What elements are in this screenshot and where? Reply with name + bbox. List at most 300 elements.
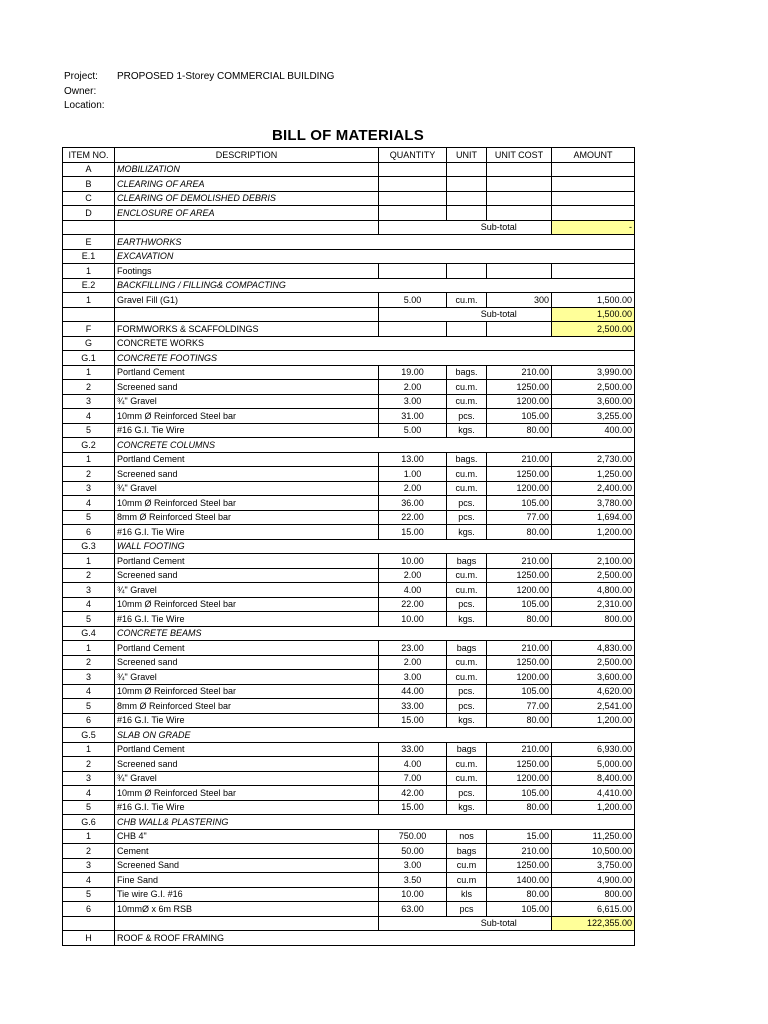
cell-description: 10mm Ø Reinforced Steel bar [115,409,379,424]
cell-unit: pcs [447,902,487,917]
table-body [63,162,635,945]
table-header-row [63,148,635,163]
cell-amount: 2,730.00 [552,452,635,467]
cell-quantity: 5.00 [379,423,447,438]
cell-quantity: 3.00 [379,670,447,685]
cell-amount: 2,500.00 [552,380,635,395]
cell-quantity [379,916,447,931]
cell-description: 8mm Ø Reinforced Steel bar [115,510,379,525]
cell-quantity: 22.00 [379,597,447,612]
cell-unit-cost: 80.00 [487,800,552,815]
cell-quantity: 50.00 [379,844,447,859]
cell-amount: 2,500.00 [552,568,635,583]
cell-amount: 1,694.00 [552,510,635,525]
cell-unit: kgs. [447,525,487,540]
cell-amount: 4,830.00 [552,641,635,656]
cell-quantity: 2.00 [379,481,447,496]
cell-amount [552,264,635,279]
cell-unit: cu.m. [447,771,487,786]
cell-unit: nos [447,829,487,844]
cell-description: Portland Cement [115,554,379,569]
section-row [63,351,635,366]
cell-quantity: 13.00 [379,452,447,467]
cell-unit: cu.m. [447,293,487,308]
cell-unit: cu.m [447,858,487,873]
cell-description: #16 G.I. Tie Wire [115,713,379,728]
cell-unit-cost: 80.00 [487,887,552,902]
cell-item-no: 3 [63,481,115,496]
table-row [63,409,635,424]
cell-description: CLEARING OF DEMOLISHED DEBRIS [115,191,379,206]
cell-description: ¾" Gravel [115,394,379,409]
section-row [63,815,635,830]
cell-quantity: 750.00 [379,829,447,844]
cell-description: ENCLOSURE OF AREA [115,206,379,221]
cell-unit-cost: 80.00 [487,713,552,728]
location-row [64,99,334,114]
cell-item-no: 3 [63,858,115,873]
cell-unit: pcs. [447,496,487,511]
cell-quantity: 3.50 [379,873,447,888]
cell-amount [552,191,635,206]
cell-unit-cost: 1250.00 [487,380,552,395]
section-title: EARTHWORKS [115,235,635,250]
cell-description: FORMWORKS & SCAFFOLDINGS [115,322,379,337]
header-unit-cost: UNIT COST [487,148,552,163]
cell-quantity: 19.00 [379,365,447,380]
cell-item-no: G.4 [63,626,115,641]
cell-item-no: 6 [63,902,115,917]
subtotal-row [63,307,635,322]
cell-unit-cost [487,264,552,279]
cell-description: Portland Cement [115,365,379,380]
cell-item-no: 1 [63,365,115,380]
cell-amount: 4,620.00 [552,684,635,699]
cell-description: #16 G.I. Tie Wire [115,525,379,540]
cell-amount: 2,500.00 [552,655,635,670]
cell-item-no: 5 [63,887,115,902]
cell-item-no: E.2 [63,278,115,293]
cell-description: Screened sand [115,568,379,583]
cell-unit-cost: 105.00 [487,902,552,917]
cell-item-no: 5 [63,800,115,815]
cell-description: #16 G.I. Tie Wire [115,423,379,438]
cell-description: #16 G.I. Tie Wire [115,800,379,815]
cell-description: Tie wire G.I. #16 [115,887,379,902]
cell-quantity: 23.00 [379,641,447,656]
cell-description: 10mm Ø Reinforced Steel bar [115,684,379,699]
cell-unit-cost: 80.00 [487,525,552,540]
cell-unit: pcs. [447,786,487,801]
bill-of-materials-table [62,147,635,946]
cell-amount: 3,255.00 [552,409,635,424]
cell-item-no: 5 [63,612,115,627]
cell-unit: kgs. [447,423,487,438]
cell-quantity: 3.00 [379,394,447,409]
cell-unit-cost [487,162,552,177]
cell-description: Screened Sand [115,858,379,873]
cell-unit-cost: 210.00 [487,844,552,859]
project-row [64,70,334,85]
section-title: CHB WALL& PLASTERING [115,815,635,830]
cell-unit: kgs. [447,612,487,627]
cell-unit-cost [487,322,552,337]
cell-unit-cost: 77.00 [487,699,552,714]
header-item-no: ITEM NO. [63,148,115,163]
cell-amount: 6,930.00 [552,742,635,757]
cell-amount: 3,780.00 [552,496,635,511]
cell-item-no: 5 [63,699,115,714]
cell-amount: 1,200.00 [552,800,635,815]
cell-unit-cost: 1250.00 [487,655,552,670]
cell-item-no: 5 [63,510,115,525]
cell-unit-cost: 77.00 [487,510,552,525]
cell-quantity [379,220,447,235]
cell-description: ¾" Gravel [115,583,379,598]
cell-item-no: 2 [63,568,115,583]
table-row [63,612,635,627]
cell-quantity: 63.00 [379,902,447,917]
cell-quantity: 7.00 [379,771,447,786]
cell-description: Portland Cement [115,641,379,656]
cell-amount: 2,310.00 [552,597,635,612]
cell-unit: cu.m. [447,670,487,685]
cell-unit: bags [447,554,487,569]
cell-amount: 1,200.00 [552,713,635,728]
cell-quantity: 3.00 [379,858,447,873]
cell-unit: bags [447,742,487,757]
table-row [63,597,635,612]
cell-amount: 800.00 [552,612,635,627]
cell-item-no: 3 [63,583,115,598]
cell-quantity: 33.00 [379,742,447,757]
cell-unit [447,177,487,192]
section-title: WALL FOOTING [115,539,635,554]
table-row [63,206,635,221]
table-row [63,844,635,859]
table-row [63,670,635,685]
cell-unit-cost: 80.00 [487,423,552,438]
cell-item-no: 3 [63,771,115,786]
table-row [63,757,635,772]
header-unit: UNIT [447,148,487,163]
cell-unit-cost: 210.00 [487,365,552,380]
section-title: CONCRETE BEAMS [115,626,635,641]
cell-quantity: 42.00 [379,786,447,801]
cell-quantity [379,191,447,206]
section-row [63,336,635,351]
cell-unit: pcs. [447,597,487,612]
cell-description: Gravel Fill (G1) [115,293,379,308]
cell-unit-cost: 1250.00 [487,757,552,772]
cell-unit-cost: 1200.00 [487,670,552,685]
cell-unit-cost: 300 [487,293,552,308]
cell-unit: kgs. [447,713,487,728]
cell-unit-cost [487,191,552,206]
table-row [63,684,635,699]
cell-item-no: C [63,191,115,206]
cell-unit-cost: 105.00 [487,786,552,801]
header-description: DESCRIPTION [115,148,379,163]
cell-quantity: 15.00 [379,525,447,540]
cell-amount: 4,900.00 [552,873,635,888]
table-row [63,655,635,670]
cell-unit-cost [487,206,552,221]
table-row [63,481,635,496]
table-row [63,699,635,714]
cell-quantity: 2.00 [379,380,447,395]
cell-unit: cu.m [447,873,487,888]
cell-unit-cost: 105.00 [487,496,552,511]
section-title: SLAB ON GRADE [115,728,635,743]
table-row [63,293,635,308]
cell-amount: 5,000.00 [552,757,635,772]
cell-unit [447,206,487,221]
project-info [64,70,334,114]
section-row [63,539,635,554]
cell-item-no: 1 [63,452,115,467]
section-title: CONCRETE FOOTINGS [115,351,635,366]
section-row [63,728,635,743]
cell-description: Screened sand [115,380,379,395]
cell-amount: 3,990.00 [552,365,635,380]
table-row [63,887,635,902]
cell-item-no: 2 [63,380,115,395]
cell-amount [552,206,635,221]
cell-description: ¾" Gravel [115,771,379,786]
cell-amount: 1,250.00 [552,467,635,482]
cell-amount: 3,750.00 [552,858,635,873]
section-row [63,249,635,264]
cell-unit: bags [447,844,487,859]
cell-description: 10mmØ x 6m RSB [115,902,379,917]
cell-item-no: 4 [63,684,115,699]
cell-unit: cu.m. [447,757,487,772]
owner-row [64,85,334,100]
cell-quantity: 22.00 [379,510,447,525]
cell-amount: 1,500.00 [552,293,635,308]
cell-quantity: 10.00 [379,612,447,627]
subtotal-label: Sub-total [447,220,552,235]
cell-quantity: 44.00 [379,684,447,699]
project-label: Project: [64,71,98,82]
cell-item-no: 4 [63,873,115,888]
cell-unit: cu.m. [447,394,487,409]
cell-quantity [379,307,447,322]
cell-unit-cost: 105.00 [487,597,552,612]
cell-quantity [379,206,447,221]
cell-description: Screened sand [115,655,379,670]
cell-quantity: 15.00 [379,800,447,815]
cell-item-no: 2 [63,844,115,859]
cell-unit: bags. [447,365,487,380]
cell-unit-cost: 210.00 [487,554,552,569]
cell-quantity: 5.00 [379,293,447,308]
cell-unit: pcs. [447,684,487,699]
cell-unit: kgs. [447,800,487,815]
cell-description: 10mm Ø Reinforced Steel bar [115,597,379,612]
section-title: ROOF & ROOF FRAMING [115,931,635,946]
table-row [63,177,635,192]
section-title: EXCAVATION [115,249,635,264]
cell-description: Fine Sand [115,873,379,888]
cell-unit [447,162,487,177]
cell-description: Screened sand [115,467,379,482]
cell-unit-cost: 1250.00 [487,467,552,482]
cell-description: #16 G.I. Tie Wire [115,612,379,627]
cell-unit-cost: 1200.00 [487,394,552,409]
cell-unit: bags. [447,452,487,467]
subtotal-row [63,916,635,931]
cell-quantity: 15.00 [379,713,447,728]
document-title: BILL OF MATERIALS [271,127,424,144]
section-row [63,278,635,293]
cell-description: CLEARING OF AREA [115,177,379,192]
cell-unit-cost: 15.00 [487,829,552,844]
cell-unit: cu.m. [447,467,487,482]
cell-amount: 2,100.00 [552,554,635,569]
cell-amount: 6,615.00 [552,902,635,917]
cell-unit-cost: 1200.00 [487,583,552,598]
cell-description [115,307,379,322]
cell-amount: 3,600.00 [552,394,635,409]
cell-quantity: 31.00 [379,409,447,424]
cell-item-no: 4 [63,409,115,424]
cell-amount: 8,400.00 [552,771,635,786]
cell-quantity: 36.00 [379,496,447,511]
cell-item-no: 5 [63,423,115,438]
cell-amount: 10,500.00 [552,844,635,859]
cell-description: Screened sand [115,757,379,772]
cell-amount: 11,250.00 [552,829,635,844]
table-row [63,873,635,888]
cell-item-no: 2 [63,467,115,482]
table-row [63,467,635,482]
cell-item-no: B [63,177,115,192]
cell-item-no: 1 [63,742,115,757]
cell-amount: 3,600.00 [552,670,635,685]
cell-unit: pcs. [447,409,487,424]
table-row [63,902,635,917]
cell-item-no: 3 [63,394,115,409]
cell-quantity [379,162,447,177]
cell-description: ¾" Gravel [115,670,379,685]
cell-quantity: 4.00 [379,757,447,772]
cell-amount: 2,500.00 [552,322,635,337]
cell-quantity: 2.00 [379,655,447,670]
cell-quantity [379,264,447,279]
table-row [63,829,635,844]
subtotal-label: Sub-total [447,916,552,931]
cell-unit: cu.m. [447,481,487,496]
cell-unit-cost: 80.00 [487,612,552,627]
cell-item-no: G.2 [63,438,115,453]
cell-item-no: 1 [63,829,115,844]
cell-description: Portland Cement [115,452,379,467]
cell-amount [552,162,635,177]
table-row [63,191,635,206]
cell-item-no: F [63,322,115,337]
cell-item-no: G.5 [63,728,115,743]
cell-amount: 4,800.00 [552,583,635,598]
cell-unit: cu.m. [447,655,487,670]
table-row [63,452,635,467]
cell-item-no: 2 [63,757,115,772]
header-quantity: QUANTITY [379,148,447,163]
cell-unit-cost: 1200.00 [487,481,552,496]
cell-quantity [379,177,447,192]
cell-item-no: A [63,162,115,177]
cell-unit [447,264,487,279]
cell-amount: 2,400.00 [552,481,635,496]
cell-item-no: E [63,235,115,250]
cell-unit [447,191,487,206]
cell-description: 10mm Ø Reinforced Steel bar [115,496,379,511]
cell-unit: cu.m. [447,380,487,395]
cell-quantity: 10.00 [379,554,447,569]
table-row [63,496,635,511]
section-title: CONCRETE COLUMNS [115,438,635,453]
cell-amount: 4,410.00 [552,786,635,801]
cell-unit: cu.m. [447,568,487,583]
table-row [63,858,635,873]
cell-amount: 800.00 [552,887,635,902]
table-row [63,641,635,656]
cell-item-no: 4 [63,496,115,511]
table-row [63,264,635,279]
cell-quantity [379,322,447,337]
location-label: Location: [64,100,105,111]
subtotal-amount: - [552,220,635,235]
cell-item-no: D [63,206,115,221]
section-row [63,626,635,641]
cell-item-no: G.3 [63,539,115,554]
cell-item-no: E.1 [63,249,115,264]
cell-quantity: 33.00 [379,699,447,714]
section-row [63,438,635,453]
cell-description: CHB 4" [115,829,379,844]
cell-unit-cost: 1250.00 [487,568,552,583]
table-row [63,800,635,815]
cell-unit: kls [447,887,487,902]
section-row [63,931,635,946]
cell-description: 10mm Ø Reinforced Steel bar [115,786,379,801]
cell-item-no: 4 [63,597,115,612]
cell-description: ¾" Gravel [115,481,379,496]
cell-quantity: 1.00 [379,467,447,482]
section-title: CONCRETE WORKS [115,336,635,351]
table-row [63,713,635,728]
table-row [63,394,635,409]
cell-unit-cost: 1250.00 [487,858,552,873]
cell-item-no: H [63,931,115,946]
cell-unit: cu.m. [447,583,487,598]
cell-amount: 2,541.00 [552,699,635,714]
cell-unit-cost [487,177,552,192]
cell-item-no: G.6 [63,815,115,830]
table-row [63,365,635,380]
cell-description: 8mm Ø Reinforced Steel bar [115,699,379,714]
cell-quantity: 2.00 [379,568,447,583]
subtotal-label: Sub-total [447,307,552,322]
table-row [63,554,635,569]
cell-item-no: 6 [63,525,115,540]
cell-item-no [63,307,115,322]
cell-item-no: 3 [63,670,115,685]
cell-unit: pcs. [447,699,487,714]
cell-unit-cost: 105.00 [487,409,552,424]
table-row [63,510,635,525]
